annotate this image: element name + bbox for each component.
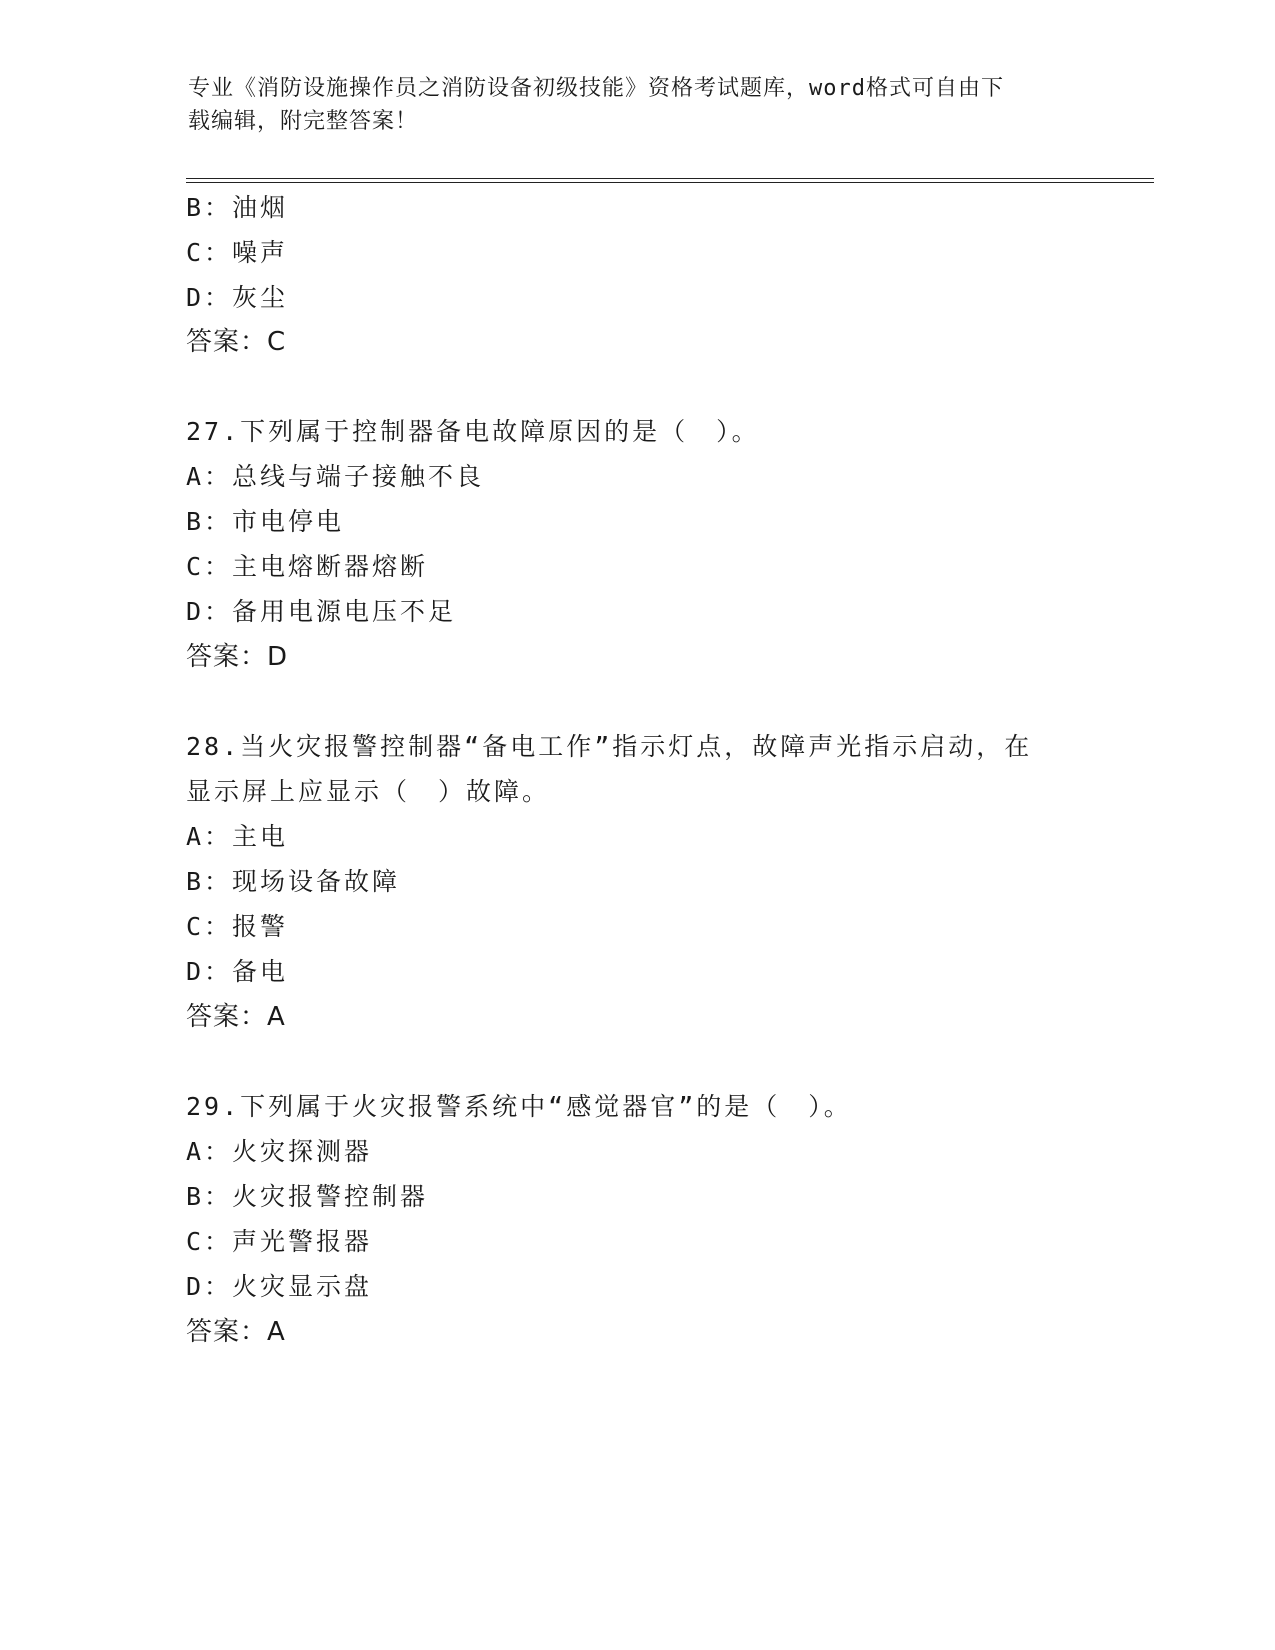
q28-option-b: B：现场设备故障 [186,867,401,896]
q29-option-b: B：火灾报警控制器 [186,1182,429,1211]
q29-option-a: A：火灾探测器 [186,1137,373,1166]
q27-option-d: D：备用电源电压不足 [186,597,457,626]
q27-option-a: A：总线与端子接触不良 [186,462,485,491]
q27-answer: 答案：D [186,642,289,672]
q27-option-b: B：市电停电 [186,507,345,536]
q29-answer: 答案：A [186,1317,286,1347]
q26-option-b: B：油烟 [186,193,289,222]
q26-option-c: C：噪声 [186,238,289,267]
q26-option-d: D：灰尘 [186,283,289,312]
q27-option-c: C：主电熔断器熔断 [186,552,429,581]
q28-option-d: D：备电 [186,957,289,986]
header-line-2: 载编辑，附完整答案！ [188,109,419,134]
header-divider-top [186,178,1154,179]
q29-question: 29.下列属于火灾报警系统中“感觉器官”的是（ ）。 [186,1092,852,1121]
q29-option-c: C：声光警报器 [186,1227,373,1256]
q28-answer: 答案：A [186,1002,286,1032]
q28-question-line-1: 28.当火灾报警控制器“备电工作”指示灯点，故障声光指示启动，在 [186,732,1033,761]
q26-answer: 答案：C [186,327,287,357]
header-line-1: 专业《消防设施操作员之消防设备初级技能》资格考试题库，word格式可自由下 [188,76,1004,101]
q28-option-c: C：报警 [186,912,289,941]
q29-option-d: D：火灾显示盘 [186,1272,373,1301]
q28-question-line-2: 显示屏上应显示（ ）故障。 [186,777,551,806]
q28-option-a: A：主电 [186,822,289,851]
header-divider-bottom [186,182,1154,183]
document-header [188,72,1068,138]
q27-question: 27.下列属于控制器备电故障原因的是（ ）。 [186,417,760,446]
